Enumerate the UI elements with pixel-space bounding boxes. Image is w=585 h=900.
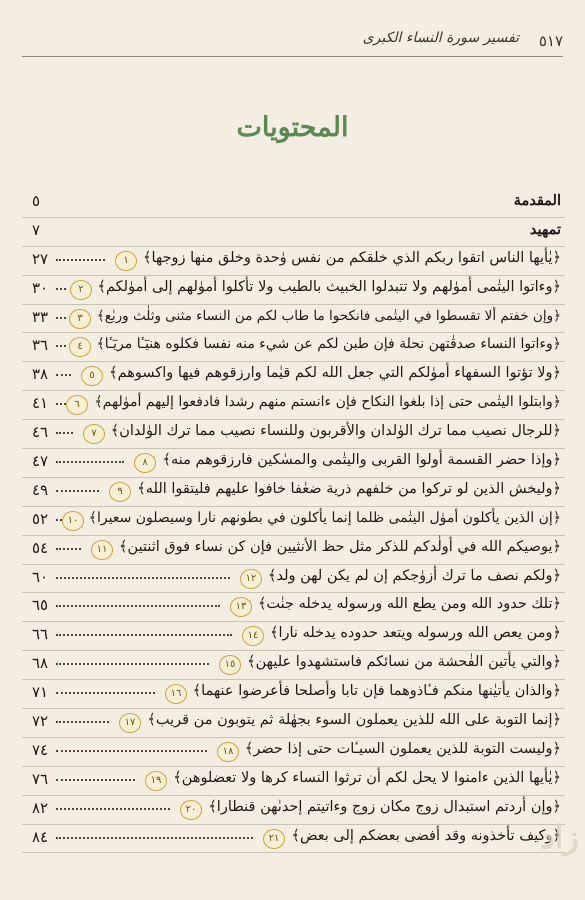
running-title: تفسير سورة النساء الكبرى — [362, 30, 519, 46]
toc-entry[interactable] — [22, 622, 565, 651]
toc-page-number: ٧ — [32, 220, 41, 239]
verse-number-badge: ١٠ — [62, 511, 84, 531]
toc-page-number: ٢٧ — [32, 249, 49, 268]
leader-dots — [56, 750, 207, 752]
toc-entry-label: ﴿وابتلوا اليتٰمى حتى إذا بلغوا النكاح فإن ءانستم منهم رشدا فادفعوا إليهم أموٰلهم﴾ — [94, 394, 561, 411]
leader-dots — [56, 374, 71, 376]
leader-dots — [56, 634, 232, 636]
toc-entry[interactable] — [22, 507, 565, 536]
verse-number-badge: ١٤ — [242, 626, 264, 646]
toc-entry[interactable] — [22, 738, 565, 767]
toc-page-number: ٦٥ — [32, 596, 49, 615]
toc-entry[interactable] — [22, 709, 565, 738]
page-title: المحتويات — [236, 112, 349, 143]
toc-entry-label: تمهيد — [529, 220, 561, 238]
toc-page-number: ٨٢ — [32, 798, 49, 817]
toc-entry-label: ﴿وإن أردتم استبدال زوج مكان زوج وءاتيتم إحدىٰهن قنطارا﴾ — [208, 798, 561, 815]
toc-entry-label: ﴿يٰأيها الذين ءامنوا لا يحل لكم أن ترثوا النساء كرها ولا تعضلوهن﴾ — [173, 769, 561, 786]
toc-entry-label: ﴿وليست التوبة للذين يعملون السيـٔات حتى إذا حضر﴾ — [244, 740, 561, 757]
verse-number-badge: ٥ — [81, 366, 103, 386]
toc-page-number: ٣٦ — [32, 336, 49, 355]
toc-entry[interactable] — [22, 218, 565, 247]
leader-dots — [56, 779, 135, 781]
toc-page-number: ٦٦ — [32, 625, 49, 644]
leader-dots — [56, 432, 73, 434]
toc-page-number: ٤١ — [32, 394, 49, 413]
toc-entry[interactable] — [22, 333, 565, 362]
toc-page-number: ٧٤ — [32, 740, 49, 759]
verse-number-badge: ١٢ — [240, 569, 262, 589]
toc-page-number: ٦٨ — [32, 654, 49, 673]
leader-dots — [56, 461, 124, 463]
toc-entry[interactable] — [22, 565, 565, 594]
leader-dots — [56, 317, 66, 319]
toc-page-number: ٥ — [32, 192, 41, 210]
toc-entry-label: ﴿تلك حدود الله ومن يطع الله ورسوله يدخله جنٰت﴾ — [257, 596, 561, 613]
leader-dots — [56, 663, 209, 665]
toc-page-number: ٨٤ — [32, 827, 49, 846]
verse-number-badge: ١١ — [91, 540, 113, 560]
verse-number-badge: ١٨ — [217, 742, 239, 762]
verse-number-badge: ١٦ — [165, 684, 187, 704]
toc-entry[interactable] — [22, 651, 565, 680]
toc-page-number: ٧٢ — [32, 712, 49, 731]
leader-dots — [56, 403, 66, 405]
running-header — [22, 26, 563, 56]
verse-number-badge: ١٧ — [119, 713, 141, 733]
toc-entry[interactable] — [22, 276, 565, 305]
verse-number-badge: ٢٠ — [180, 800, 202, 820]
toc-entry-label: ﴿وكيف تأخذونه وقد أفضى بعضكم إلى بعض﴾ — [291, 827, 561, 844]
toc-page-number: ٥٤ — [32, 538, 49, 557]
toc-entry-label: ﴿والذان يأتيٰنها منكم فـٔاذوهما فإن تابا وأصلحا فأعرضوا عنهما﴾ — [192, 683, 561, 700]
toc-entry[interactable] — [22, 189, 565, 218]
toc-entry[interactable] — [22, 420, 565, 449]
verse-number-badge: ٢ — [70, 280, 92, 300]
toc-entry-label: ﴿وإذا حضر القسمة أولوا القربى واليتٰمى والمسٰكين فارزقوهم منه﴾ — [162, 452, 561, 469]
toc-page-number: ٤٩ — [32, 480, 49, 499]
leader-dots — [56, 345, 66, 347]
toc-page-number: ٣٠ — [32, 278, 49, 297]
leader-dots — [56, 808, 170, 810]
toc-entry[interactable] — [22, 680, 565, 709]
toc-entry[interactable] — [22, 449, 565, 478]
toc-page-number: ٤٦ — [32, 423, 49, 442]
leader-dots — [56, 490, 99, 492]
leader-dots — [56, 288, 66, 290]
toc-entry[interactable] — [22, 478, 565, 507]
toc-entry[interactable] — [22, 593, 565, 622]
verse-number-badge: ٢١ — [263, 829, 285, 849]
verse-number-badge: ٧ — [83, 424, 105, 444]
toc-page-number: ٤٧ — [32, 452, 49, 471]
leader-dots — [56, 577, 230, 579]
toc-entry-label: ﴿يٰأيها الناس اتقوا ربكم الذي خلقكم من نفس وٰحدة وخلق منها زوجها﴾ — [142, 249, 561, 266]
toc-entry-label: المقدمة — [513, 192, 561, 209]
verse-number-badge: ١٥ — [219, 655, 241, 675]
toc-entry-label: ﴿إن الذين يأكلون أموٰل اليتٰمى ظلما إنما يأكلون في بطونهم نارا وسيصلون سعيرا﴾ — [88, 509, 561, 526]
verse-number-badge: ١٣ — [230, 597, 252, 617]
toc-page-number: ٣٨ — [32, 365, 49, 384]
toc-page-number: ٥٢ — [32, 509, 49, 528]
leader-dots — [56, 605, 220, 607]
toc-entry-label: ﴿وءاتوا النساء صدقٰتهن نحلة فإن طبن لكم عن شيء منه نفسا فكلوه هنيٓـٔا مريٓـٔا﴾ — [96, 336, 561, 353]
toc-entry-label: ﴿وءاتوا اليتٰمى أموٰلهم ولا تتبدلوا الخبيث بالطيب ولا تأكلوا أموٰلهم إلى أموٰلكم﴾ — [97, 278, 561, 295]
leader-dots — [56, 259, 105, 261]
toc-entry-label: ﴿والتي يأتين الفٰحشة من نسائكم فاستشهدوا عليهن﴾ — [247, 654, 561, 671]
toc-entry-label: ﴿للرجال نصيب مما ترك الوٰلدان والأقربون وللنساء نصيب مما ترك الوٰلدان﴾ — [110, 423, 561, 440]
toc-entry-label: ﴿ولا تؤتوا السفهاء أموٰلكم التي جعل الله لكم قيٰما وارزقوهم فيها واكسوهم﴾ — [109, 365, 561, 382]
verse-number-badge: ٤ — [69, 337, 91, 357]
toc-entry-label: ﴿ومن يعص الله ورسوله ويتعد حدوده يدخله نارا﴾ — [269, 625, 561, 642]
toc-page-number: ٧١ — [32, 683, 49, 702]
toc-entry[interactable] — [22, 767, 565, 796]
leader-dots — [56, 721, 109, 723]
toc-entry[interactable] — [22, 536, 565, 565]
toc-entry-label: ﴿وليخش الذين لو تركوا من خلفهم ذرية ضعٰفا خافوا عليهم فليتقوا الله﴾ — [137, 480, 561, 497]
verse-number-badge: ٣ — [69, 309, 91, 329]
toc-page-number: ٦٠ — [32, 567, 49, 586]
toc-page-number: ٣٣ — [32, 307, 49, 326]
verse-number-badge: ١٩ — [145, 771, 167, 791]
toc-entry-label: ﴿إنما التوبة على الله للذين يعملون السوء بجهٰلة ثم يتوبون من قريب﴾ — [147, 712, 561, 729]
toc-entry-label: ﴿يوصيكم الله في أولٰدكم للذكر مثل حظ الأنثيين فإن كن نساء فوق اثنتين﴾ — [119, 538, 561, 555]
verse-number-badge: ٨ — [134, 453, 156, 473]
leader-dots — [56, 837, 253, 839]
toc-entry-label: ﴿وإن خفتم ألا تقسطوا في اليتٰمى فانكحوا ما طاب لكم من النساء مثنى وثلٰث وربٰع﴾ — [96, 307, 561, 324]
toc-entry[interactable] — [22, 825, 565, 854]
toc-entry[interactable] — [22, 391, 565, 420]
header-rule — [22, 56, 563, 57]
toc-entry[interactable] — [22, 362, 565, 391]
toc-entry[interactable] — [22, 247, 565, 276]
toc-entry-label: ﴿ولكم نصف ما ترك أزوٰجكم إن لم يكن لهن ولد﴾ — [268, 567, 561, 584]
leader-dots — [56, 692, 155, 694]
leader-dots — [56, 548, 81, 550]
verse-number-badge: ٩ — [109, 482, 131, 502]
watermark-logo: زاد — [540, 818, 579, 856]
verse-number-badge: ٦ — [66, 395, 88, 415]
toc-entry[interactable] — [22, 796, 565, 825]
table-of-contents — [22, 189, 565, 853]
toc-page-number: ٧٦ — [32, 769, 49, 788]
toc-entry[interactable] — [22, 305, 565, 334]
page-number: ٥١٧ — [538, 32, 563, 50]
verse-number-badge: ١ — [115, 251, 137, 271]
